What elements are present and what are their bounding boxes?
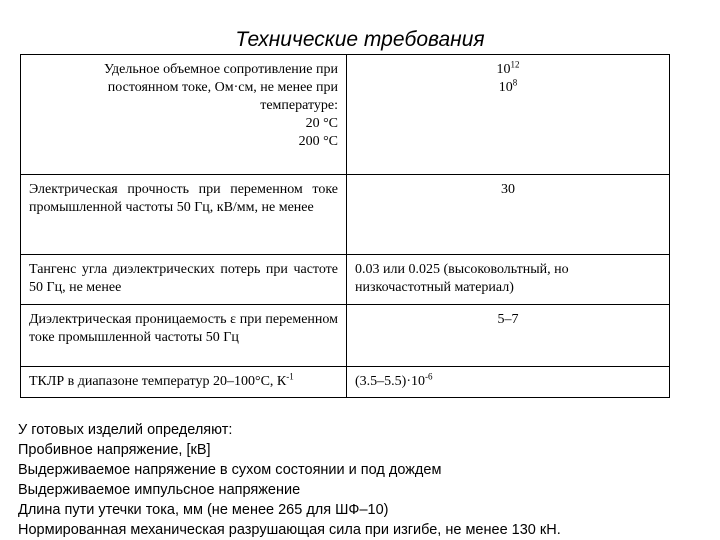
table-cell-parameter: Электрическая прочность при переменном токе промышленной частоты 50 Гц, кВ/мм, не менее: [21, 175, 347, 255]
table-cell-value: 5–7: [347, 305, 670, 367]
table-row: [21, 55, 670, 175]
tests-list: [18, 420, 561, 540]
cell-value-line: [355, 61, 661, 79]
table-cell-parameter: [21, 367, 347, 398]
value-exponent: 12: [510, 59, 520, 70]
param-exponent: -1: [286, 371, 294, 382]
table-cell-parameter: [21, 55, 347, 175]
value-base: (3.5–5.5)·10: [355, 374, 425, 389]
requirements-table: [20, 54, 670, 398]
cell-value-line: [355, 79, 661, 97]
cell-text-line: постоянном токе, Ом·см, не менее при: [107, 80, 338, 95]
table-cell-value: [347, 55, 670, 175]
table-cell-parameter: Тангенс угла диэлектрических потерь при частоте 50 Гц, не менее: [21, 255, 347, 305]
page-title: Технические требования: [235, 28, 485, 51]
list-item: У готовых изделий определяют:: [18, 422, 233, 438]
table-row: [21, 305, 670, 367]
table-cell-value: 0.03 или 0.025 (высоковольтный, но низкочастотный материал): [347, 255, 670, 305]
value-exponent: 8: [512, 77, 518, 88]
table-cell-value: [347, 367, 670, 398]
table-row: [21, 255, 670, 305]
list-item: Длина пути утечки тока, мм (не менее 265 для ШФ–10): [18, 502, 389, 518]
table-cell-parameter: Диэлектрическая проницаемость ε при переменном токе промышленной частоты 50 Гц: [21, 305, 347, 367]
cell-text-line: Удельное объемное сопротивление при: [104, 62, 338, 77]
list-item: Выдерживаемое напряжение в сухом состоянии и под дождем: [18, 462, 442, 478]
list-item: Нормированная механическая разрушающая сила при изгибе, не менее 130 кН.: [18, 522, 561, 538]
table-row: [21, 367, 670, 398]
param-base: ТКЛР в диапазоне температур 20–100°С, К: [29, 374, 287, 389]
cell-text-line: 20 °C: [305, 116, 338, 131]
cell-text-line: температуре:: [260, 98, 338, 113]
cell-text-line: 200 °C: [298, 134, 338, 149]
list-item: Пробивное напряжение, [кВ]: [18, 442, 211, 458]
value-exponent: -6: [425, 371, 433, 382]
list-item: Выдерживаемое импульсное напряжение: [18, 482, 301, 498]
value-base: 10: [496, 62, 511, 77]
table-row: [21, 175, 670, 255]
value-base: 10: [498, 80, 513, 95]
table-cell-value: 30: [347, 175, 670, 255]
